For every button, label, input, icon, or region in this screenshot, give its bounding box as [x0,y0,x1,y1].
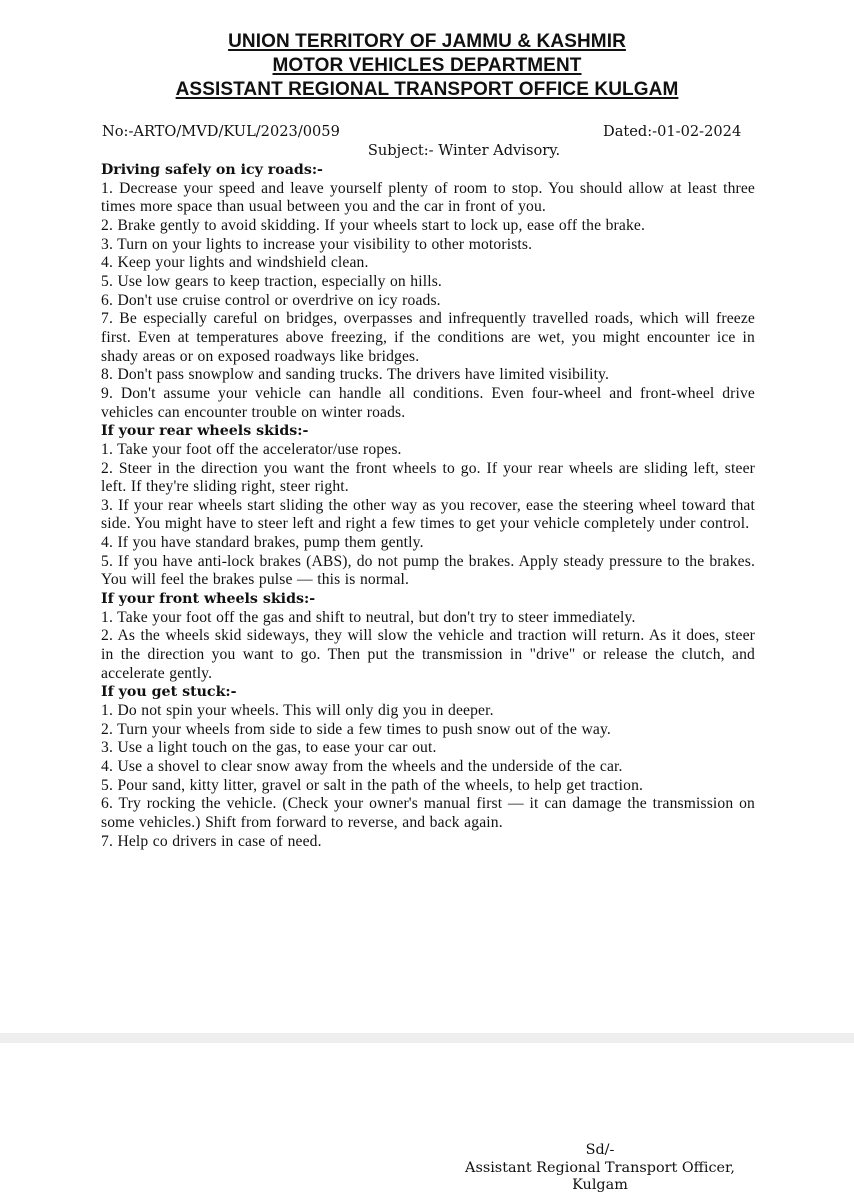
signatory-place: Kulgam [572,1177,628,1193]
list-item: 3. Turn on your lights to increase your visibility to other motorists. [101,235,533,253]
list-item: 4. Keep your lights and windshield clean. [101,254,369,272]
list-item: 1. Do not spin your wheels. This will only dig you in deeper. [101,702,494,720]
section-heading: Driving safely on icy roads:- [101,162,323,178]
date: Dated:-01-02-2024 [603,123,742,140]
list-item: 8. Don't pass snowplow and sanding trucks. The drivers have limited visibility. [101,366,610,384]
section-stuck [101,683,755,851]
list-item: 9. Don't assume your vehicle can handle all conditions. Even four-wheel and front-wheel drive vehicles can encounter trouble on winter roads. [101,384,755,421]
list-item: 5. Use low gears to keep traction, especially on hills. [101,272,442,290]
signature-block [440,1142,760,1195]
list-item: 4. Use a shovel to clear snow away from the wheels and the underside of the car. [101,758,623,775]
list-item: 1. Take your foot off the accelerator/use ropes. [101,440,402,458]
signature-mark: Sd/- [585,1142,615,1158]
section-heading: If your front wheels skids:- [101,591,316,608]
section-rear-wheels [101,422,755,590]
section-front-wheels [101,590,755,683]
advisory-body [101,161,755,851]
letterhead-line-office: ASSISTANT REGIONAL TRANSPORT OFFICE KULGAM [175,79,679,100]
list-item: 1. Decrease your speed and leave yourself plenty of room to stop. You should allow at least three times more space than usual between you and the car in front of you. [101,179,755,216]
list-item: 3. Use a light touch on the gas, to ease your car out. [101,739,437,757]
signatory-title: Assistant Regional Transport Officer, [465,1159,735,1176]
letterhead [0,30,854,102]
section-icy-roads [101,161,755,422]
list-item: 3. If your rear wheels start sliding the other way as you recover, ease the steering wheel toward that side. You might have to steer left and right a few times to get your vehicle completely under control. [101,496,755,533]
list-item: 5. Pour sand, kitty litter, gravel or salt in the path of the wheels, to help get traction. [101,776,644,794]
list-item: 2. Steer in the direction you want the front wheels to go. If your rear wheels are sliding left, steer left. If they're sliding right, steer right. [101,459,755,496]
section-heading: If your rear wheels skids:- [101,423,309,440]
reference-number: No:-ARTO/MVD/KUL/2023/0059 [102,123,340,140]
page-divider [0,1033,854,1043]
list-item: 2. Brake gently to avoid skidding. If your wheels start to lock up, ease off the brake. [101,216,646,234]
letterhead-line-territory: UNION TERRITORY OF JAMMU & KASHMIR [228,31,626,52]
list-item: 2. As the wheels skid sideways, they will slow the vehicle and traction will return. As it does, steer in the direction you want to go. Then put the transmission in "drive" or release the clutch, and accelerate gently. [101,627,755,682]
list-item: 4. If you have standard brakes, pump them gently. [101,534,424,552]
list-item: 1. Take your foot off the gas and shift to neutral, but don't try to steer immediately. [101,608,636,626]
section-heading: If you get stuck:- [101,684,237,701]
list-item: 7. Be especially careful on bridges, overpasses and infrequently travelled roads, which will freeze first. Even at temperatures above freezing, if the conditions are wet, you might encounter ice in shady areas or on exposed roadways like bridges. [101,310,755,365]
letterhead-line-department: MOTOR VEHICLES DEPARTMENT [272,55,582,76]
list-item: 6. Try rocking the vehicle. (Check your owner's manual first — it can damage the transmission on some vehicles.) Shift from forward to reverse, and back again. [101,795,755,831]
list-item: 7. Help co drivers in case of need. [101,832,322,850]
list-item: 6. Don't use cruise control or overdrive on icy roads. [101,291,441,309]
list-item: 5. If you have anti-lock brakes (ABS), do not pump the brakes. Apply steady pressure to the brakes. You will feel the brakes pulse — this is normal. [101,552,755,589]
subject-line: Subject:- Winter Advisory. [367,142,561,159]
list-item: 2. Turn your wheels from side to side a few times to push snow out of the way. [101,720,611,738]
